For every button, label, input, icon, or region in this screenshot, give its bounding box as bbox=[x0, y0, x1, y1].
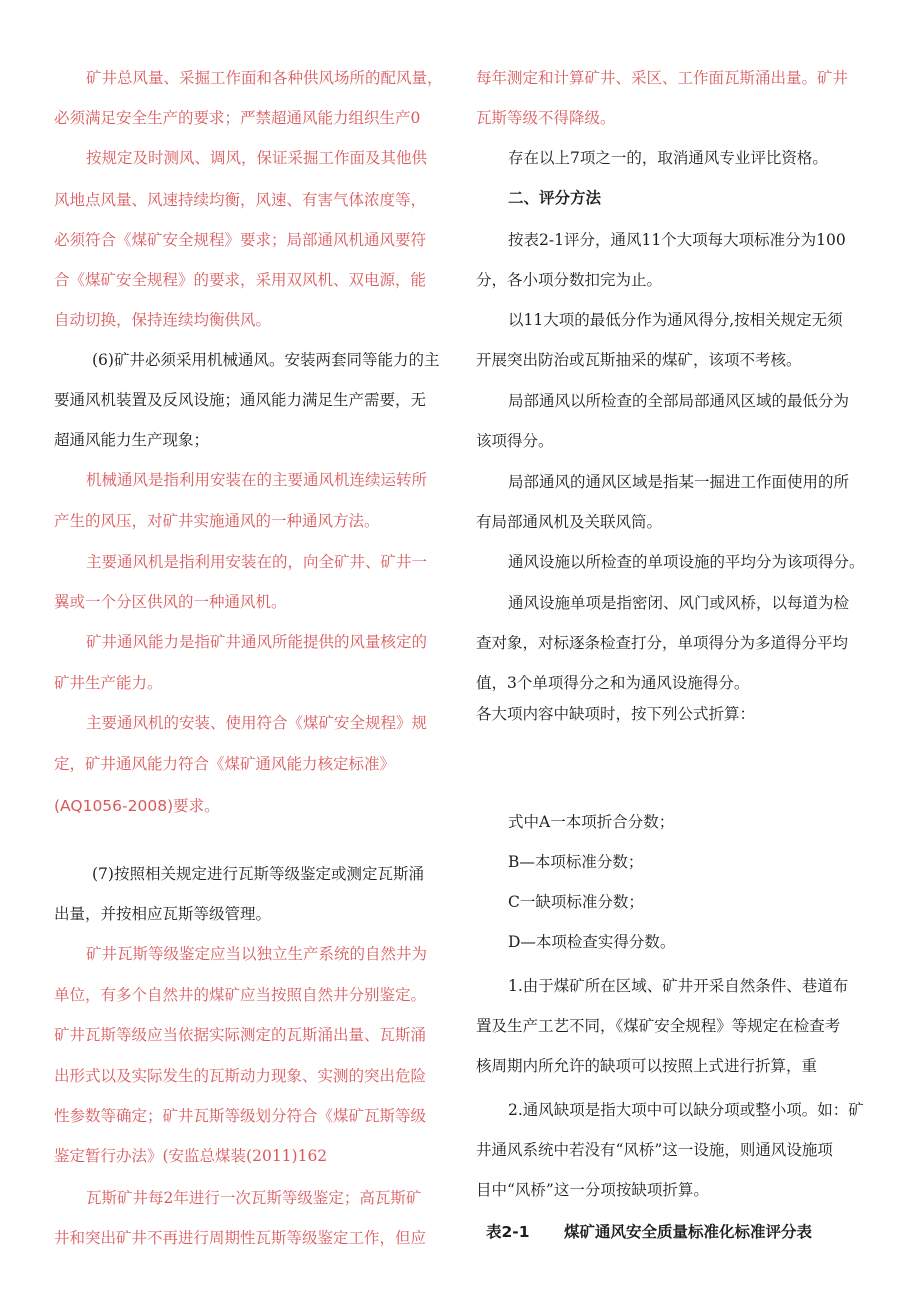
paragraph-line: 开展突出防治或瓦斯抽采的煤矿，该项不考核。 bbox=[476, 351, 802, 369]
paragraph-line: 单位，有多个自然井的煤矿应当按照自然井分别鉴定。 bbox=[54, 986, 427, 1004]
paragraph-line: (7)按照相关规定进行瓦斯等级鉴定或测定瓦斯涌 bbox=[92, 865, 424, 883]
paragraph-line: 性参数等确定；矿井瓦斯等级划分符合《煤矿瓦斯等级 bbox=[54, 1107, 427, 1125]
paragraph-line: 定，矿井通风能力符合《煤矿通风能力核定标准》 bbox=[54, 755, 396, 773]
formula-legend-line: C一缺项标准分数； bbox=[508, 893, 644, 911]
table-title: 煤矿通风安全质量标准化标准评分表 bbox=[564, 1223, 813, 1241]
paragraph-line: 风地点风量、风速持续均衡，风速、有害气体浓度等， bbox=[54, 191, 427, 209]
paragraph-line: 合《煤矿安全规程》的要求，采用双风机、双电源，能 bbox=[54, 271, 427, 289]
paragraph-line: 2.通风缺项是指大项中可以缺分项或整小项。如：矿 bbox=[508, 1101, 864, 1119]
paragraph-line: 矿井瓦斯等级鉴定应当以独立生产系统的自然井为 bbox=[86, 945, 428, 963]
paragraph-line: 井和突出矿井不再进行周期性瓦斯等级鉴定工作，但应 bbox=[54, 1229, 427, 1247]
paragraph-line: 每年测定和计算矿井、采区、工作面瓦斯涌出量。矿井 bbox=[476, 69, 849, 87]
paragraph-line: 必须符合《煤矿安全规程》要求；局部通风机通风要符 bbox=[54, 231, 427, 249]
paragraph-line: 存在以上7项之一的，取消通风专业评比资格。 bbox=[508, 149, 828, 167]
paragraph-line: 值，3个单项得分之和为通风设施得分。 bbox=[476, 674, 750, 692]
paragraph-line: 超通风能力生产现象； bbox=[54, 431, 210, 449]
paragraph-line: 各大项内容中缺项时，按下列公式折算： bbox=[476, 705, 756, 723]
formula-legend-line: B—本项标准分数； bbox=[508, 853, 644, 871]
paragraph-line: 有局部通风机及关联风筒。 bbox=[476, 513, 663, 531]
paragraph-line: 矿井总风量、采掘工作面和各种供风场所的配风量， bbox=[86, 69, 443, 87]
paragraph-line: 核周期内所允许的缺项可以按照上式进行折算，重 bbox=[476, 1057, 818, 1075]
paragraph-line: 该项得分。 bbox=[476, 432, 554, 450]
paragraph-line: (AQ1056-2008)要求。 bbox=[54, 797, 220, 815]
table-number: 表2-1 bbox=[486, 1223, 530, 1241]
paragraph-line: 要通风机装置及反风设施；通风能力满足生产需要，无 bbox=[54, 391, 427, 409]
paragraph-line: 查对象，对标逐条检查打分，单项得分为多道得分平均 bbox=[476, 634, 849, 652]
formula-legend-line: 式中A一本项折合分数； bbox=[508, 813, 675, 831]
paragraph-line: 出量，并按相应瓦斯等级管理。 bbox=[54, 905, 272, 923]
paragraph-line: 瓦斯矿井每2年进行一次瓦斯等级鉴定；高瓦斯矿 bbox=[86, 1189, 422, 1207]
paragraph-line: 目中“风桥”这一分项按缺项折算。 bbox=[476, 1181, 709, 1199]
paragraph-line: 主要通风机的安装、使用符合《煤矿安全规程》规 bbox=[86, 714, 428, 732]
paragraph-line: 局部通风以所检查的全部局部通风区域的最低分为 bbox=[508, 392, 850, 410]
paragraph-line: 自动切换，保持连续均衡供风。 bbox=[54, 311, 272, 329]
paragraph-line: 机械通风是指利用安装在的主要通风机连续运转所 bbox=[86, 471, 428, 489]
paragraph-line: 井通风系统中若没有“风桥”这一设施，则通风设施项 bbox=[476, 1141, 833, 1159]
paragraph-line: 按表2-1评分，通风11个大项每大项标准分为100 bbox=[508, 231, 846, 249]
paragraph-line: 分，各小项分数扣完为止。 bbox=[476, 271, 663, 289]
paragraph-line: 必须满足安全生产的要求；严禁超通风能力组织生产0 bbox=[54, 109, 421, 127]
paragraph-line: 通风设施单项是指密闭、风门或风桥，以每道为检 bbox=[508, 594, 850, 612]
paragraph-line: 矿井通风能力是指矿井通风所能提供的风量核定的 bbox=[86, 633, 428, 651]
paragraph-line: (6)矿井必须采用机械通风。安装两套同等能力的主 bbox=[92, 351, 440, 369]
paragraph-line: 主要通风机是指利用安装在的，向全矿井、矿井一 bbox=[86, 553, 428, 571]
formula-legend-line: D—本项检查实得分数。 bbox=[508, 933, 676, 951]
paragraph-line: 出形式以及实际发生的瓦斯动力现象、实测的突出危险 bbox=[54, 1067, 427, 1085]
paragraph-line: 局部通风的通风区域是指某一掘进工作面使用的所 bbox=[508, 473, 850, 491]
paragraph-line: 翼或一个分区供风的一种通风机。 bbox=[54, 593, 287, 611]
paragraph-line: 以11大项的最低分作为通风得分,按相关规定无须 bbox=[508, 311, 843, 329]
paragraph-line: 产生的风压，对矿井实施通风的一种通风方法。 bbox=[54, 512, 380, 530]
section-heading: 二、评分方法 bbox=[508, 189, 602, 207]
paragraph-line: 通风设施以所检查的单项设施的平均分为该项得分。 bbox=[508, 553, 865, 571]
paragraph-line: 1.由于煤矿所在区域、矿井开采自然条件、巷道布 bbox=[508, 977, 849, 995]
paragraph-line: 置及生产工艺不同，《煤矿安全规程》等规定在检查考 bbox=[476, 1017, 841, 1035]
paragraph-line: 矿井瓦斯等级应当依据实际测定的瓦斯涌出量、瓦斯涌 bbox=[54, 1026, 427, 1044]
paragraph-line: 鉴定暂行办法》(安监总煤装(2011)162 bbox=[54, 1147, 328, 1165]
paragraph-line: 瓦斯等级不得降级。 bbox=[476, 109, 616, 127]
paragraph-line: 矿井生产能力。 bbox=[54, 674, 163, 692]
paragraph-line: 按规定及时测风、调风，保证采掘工作面及其他供 bbox=[86, 149, 428, 167]
